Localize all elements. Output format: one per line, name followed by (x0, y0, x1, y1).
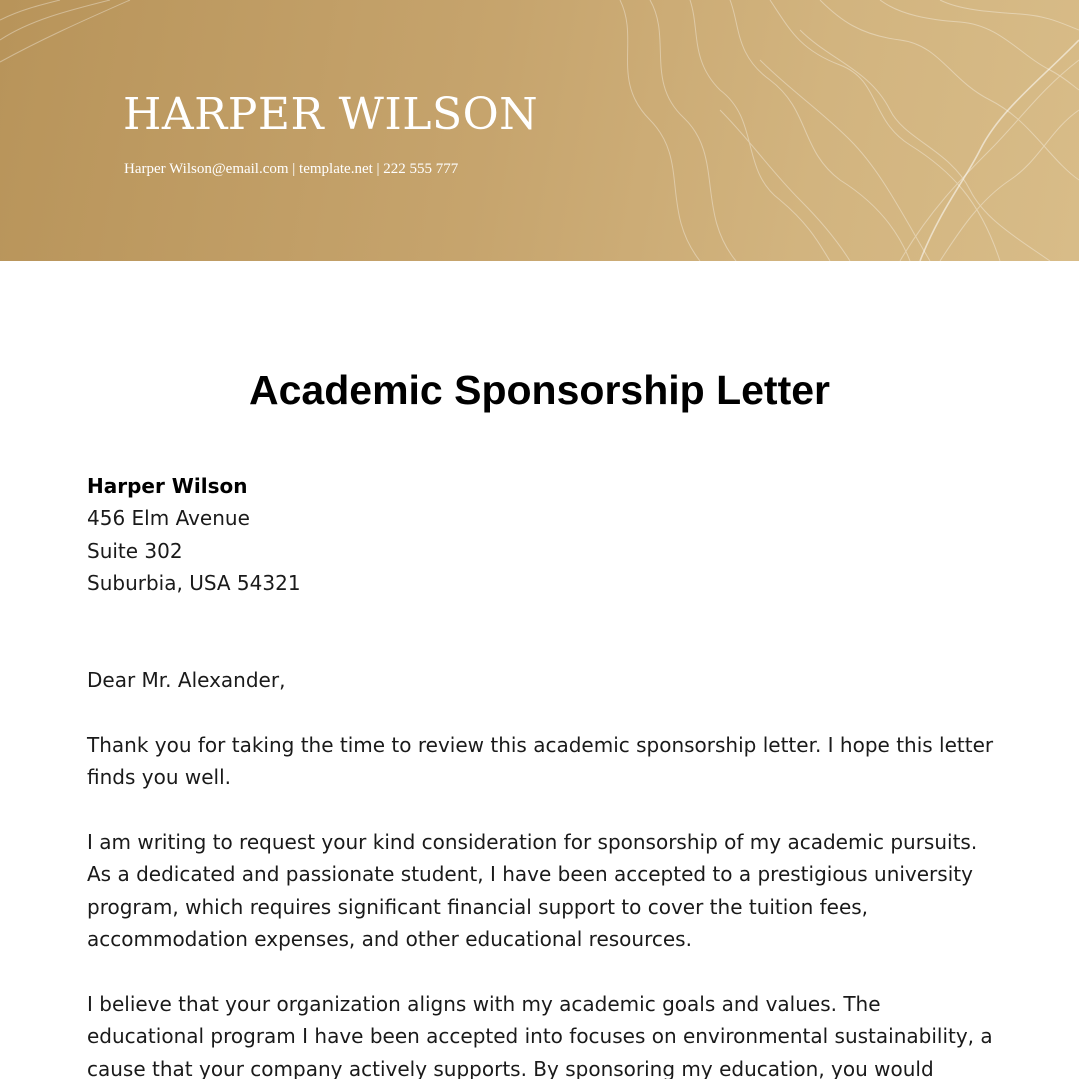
header-banner (0, 0, 1079, 261)
sender-name: Harper Wilson (87, 474, 248, 498)
letter-paragraph-1 (87, 729, 997, 794)
document-title: Academic Sponsorship Letter (249, 367, 830, 413)
sender-address-block (87, 470, 997, 600)
banner-contact-info: Harper Wilson@email.com | template.net | 222 555 777 (124, 161, 459, 177)
salutation: Dear Mr. Alexander, (87, 668, 286, 692)
letter-paragraph-2 (87, 826, 997, 956)
sender-address-line-3: Suburbia, USA 54321 (87, 571, 301, 596)
paragraph-text: I believe that your organization aligns with my academic goals and values. The educational program I have been accepted into focuses on environmental sustainability, a cause that your company actively supports. By sponsoring my education, you would (87, 992, 993, 1079)
letter-paragraph-3 (87, 988, 997, 1079)
paragraph-text: Thank you for taking the time to review this academic sponsorship letter. I hope this letter finds you well. (87, 733, 994, 790)
sender-address-line-2: Suite 302 (87, 538, 183, 563)
paragraph-text: I am writing to request your kind consideration for sponsorship of my academic pursuits. As a dedicated and passionate student, I have been accepted to a prestigious university program, which requires significant financial support to cover the tuition fees, accommodation expenses, and other educational resources. (87, 830, 978, 952)
banner-name: HARPER WILSON (123, 89, 539, 140)
sender-address-line-1: 456 Elm Avenue (87, 506, 250, 531)
